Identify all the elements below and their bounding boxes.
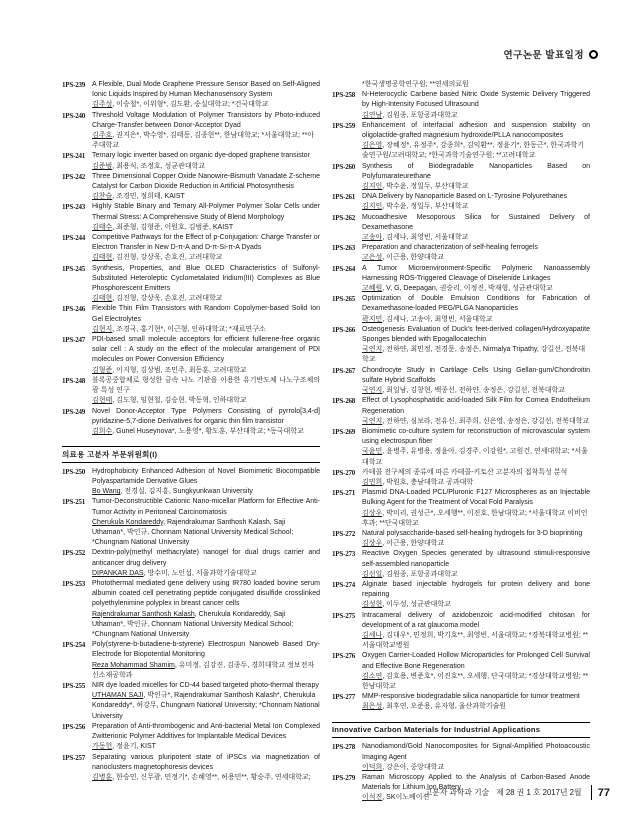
entry-body — [362, 325, 590, 366]
abstract-entry — [62, 202, 320, 233]
entry-id: 1PS-259 — [332, 121, 356, 130]
entry-authors — [92, 131, 320, 151]
entry-title: Plasmid DNA-Loaded PCL/Pluronic F127 Microspheres as an Injectable Bulking Agent for the Treatment of Vocal Fold Paralysis — [362, 489, 590, 507]
coauthors-affiliations: , 유미정, 김강진, 김종두, 경희대학교 정보전자신소재공학과 — [92, 661, 315, 679]
coauthors-affiliations: , 이두성, 성균관대학교 — [382, 601, 451, 609]
entry-authors — [92, 487, 320, 497]
entry-title: Ternary logic inverter based on organic dye-doped graphene transistor — [92, 152, 310, 160]
entry-id: 1PS-267 — [332, 366, 356, 375]
entry-title: Preparation and characterization of self-healing ferrogels — [362, 244, 538, 252]
abstract-entry — [332, 692, 590, 712]
entry-title: Reactive Oxygen Species generated by ultrasound stimuli-responsive self-assembled nanoparticle — [362, 550, 590, 568]
entry-body — [92, 640, 320, 681]
presenting-author: 국연지 — [362, 387, 383, 395]
entry-authors — [362, 253, 590, 263]
abstract-entry — [62, 376, 320, 407]
entry-id: 1PS-258 — [332, 91, 356, 100]
entry-body — [362, 90, 590, 121]
coauthors-affiliations: , 최후연, 오준용, 유자형, 울산과학기술원 — [382, 703, 507, 711]
entry-body — [362, 192, 590, 212]
entry-id: 1PS-249 — [62, 407, 86, 416]
abstract-entry — [62, 579, 320, 640]
entry-body — [92, 467, 320, 498]
entry-title: Competitive Pathways for the Effect of p-Conjugation: Charge Transfer or Electron Transfer in New D-π-A and D-π-Si-π-A Dyads — [92, 234, 320, 252]
coauthors-affiliations: , 박미리, 권성근*, 오세행**, 이진호, 한남대학교; *서울대학교 이비인후과; **단국대학교 — [362, 509, 588, 527]
abstract-entry — [62, 722, 320, 753]
entry-id: 1PS-256 — [62, 722, 86, 731]
coauthors-affiliations: , Gunel Huseynova*, 노용영*, 황도훈, 부산대학교; *동국대학교 — [112, 427, 304, 435]
coauthors-affiliations: , 박인규*, Rajendrakumar Santhosh Kalash*, Cherukula Kondareddy*, 허강무, Chungnam National University; *Chonnam National University — [92, 692, 320, 720]
entry-id: 1PS-274 — [332, 580, 356, 589]
entry-authors — [92, 773, 320, 783]
entry-authors — [362, 386, 590, 396]
entry-title: Optimization of Double Emulsion Conditions for Fabrication of Dexamethasone-loaded PEG/PLGA Nanoparticles — [362, 295, 590, 313]
entry-id: 1PS-268 — [332, 397, 356, 406]
abstract-entry — [332, 264, 590, 295]
abstract-entry — [62, 407, 320, 438]
coauthors-affiliations: , 박수윤, 정일두, 부산대학교 — [382, 203, 469, 211]
entry-title: Osteogenesis Evaluation of Duck's feet-derived collagen/Hydroxyapatite Sponges blended with Epogallocatechin — [362, 325, 590, 344]
presenting-author: 김연남 — [362, 111, 383, 119]
entry-body — [362, 396, 590, 427]
header-title: 연구논문 발표일정 — [503, 50, 584, 61]
presenting-author: 김준범 — [92, 162, 113, 170]
entry-title: Natural polysaccharide-based self-healing hydrogels for 3-D bioprinting — [362, 529, 583, 537]
coauthors-affiliations: , V, G, Deepagan, 권승리, 이정진, 박재형, 성균관대학교 — [382, 285, 553, 293]
coauthors-affiliations: , 장혜정*, 유정주*, 강종희*, 김익환**, 정윤기*, 한동근*, 한국과학기술연구원/고려대학교; *한국과학기술연구원; **고려대학교 — [362, 142, 585, 160]
entry-title: Three Dimensional Copper Oxide Nanowire-Bismuth Vanadate Z-scheme Catalyst for Carbon Dioxide Reduction in Artificial Photosynthesis — [92, 172, 320, 191]
entry-body — [362, 742, 590, 773]
entry-body — [92, 264, 320, 305]
entry-authors — [92, 610, 320, 641]
presenting-author: 국연지 — [362, 417, 383, 425]
entry-authors — [362, 233, 590, 243]
entry-authors — [362, 509, 590, 529]
presenting-author: 김형준 — [92, 366, 113, 374]
entry-id: 1PS-241 — [62, 152, 86, 161]
coauthors-affiliations: , 김대우*, 민정희, 박기호**, 최영빈, 서울대학교; *경북대학교병원; **서울대학교병원 — [362, 631, 589, 650]
coauthors-affiliations: , SK이노베이션 — [382, 794, 430, 802]
abstract-entry — [332, 580, 590, 611]
entry-body — [362, 611, 590, 652]
presenting-author: DIPANKAR DAS — [92, 569, 144, 577]
entry-body — [362, 692, 590, 712]
entry-id: 1PS-254 — [62, 641, 86, 650]
entry-body — [362, 427, 590, 468]
coauthors-affiliations: , 김원종, 포항공과대학교 — [382, 570, 458, 578]
abstract-entry — [62, 497, 320, 548]
presenting-author: 김성현 — [362, 601, 383, 609]
abstract-entry — [62, 80, 320, 111]
entry-id: 1PS-242 — [62, 172, 86, 181]
entry-id: 1PS-244 — [62, 234, 86, 243]
abstract-entry — [62, 264, 320, 305]
entry-authors — [362, 447, 590, 467]
presenting-author: 가동헌 — [92, 743, 113, 751]
entry-title: Synthesis, Properties, and Blue OLED Characteristics of Sulfonyl-Substituted Heteroleptic Cyclometalated Iridium(III) Complexes as Blue Phosphorescent Emitters — [92, 264, 320, 293]
abstract-entry — [62, 640, 320, 681]
coauthors-affiliations: , 김원종, 포항공과대학교 — [382, 111, 458, 119]
entry-title: Hydrophobicity Enhanced Adhesion of Novel Biomimetic Biocompatible Polyaspartamide Derivative Glues — [92, 467, 320, 486]
entry-id: 1PS-247 — [62, 336, 86, 345]
abstract-entry — [332, 366, 590, 397]
entry-title: Raman Microscopy Applied to the Analysis of Carbon-Based Anode Materials for Lithium Ion Battery — [362, 773, 590, 792]
presenting-author: 김상우 — [362, 509, 383, 517]
entry-title: Flexible Thin Film Transistors with Random Copolymer-based Solid Ion Gel Electrolytes — [92, 305, 320, 323]
entry-authors — [362, 315, 590, 325]
abstract-entry — [332, 325, 590, 366]
presenting-author: 김현태 — [92, 397, 113, 405]
entry-title: Effect of Lysophosphatidic acid-loaded Silk Film for Cornea Endothelium Regeneration — [362, 397, 590, 415]
entry-authors — [92, 569, 320, 579]
abstract-entry — [332, 529, 590, 549]
entry-id: 1PS-269 — [332, 427, 356, 436]
entry-body — [362, 651, 590, 692]
abstract-entry — [332, 121, 590, 162]
abstract-entry — [62, 681, 320, 722]
entry-body — [92, 111, 320, 152]
entry-title: Enhancement of interfacial adhesion and suspension stability on oligolactide-grafted magnesium hydroxide/PLLA nanocomposites — [362, 121, 590, 140]
abstract-entry — [332, 213, 590, 244]
coauthors-affiliations: , 강은아, 중앙대학교 — [382, 763, 445, 771]
presenting-author: 김현지 — [92, 325, 113, 333]
entry-body — [92, 151, 320, 171]
entry-id: 1PS-270 — [332, 468, 356, 477]
coauthors-affiliations: , Cherukula Kondareddy, Saji Uthaman*, 박인규, Chonnam National University Medical School; *Chungnam National University — [92, 610, 294, 639]
entry-body — [362, 243, 590, 263]
entry-id: 1PS-279 — [332, 773, 356, 782]
entry-title: NIR dye loaded micelles for CD-44 based targeted photo-thermal therapy — [92, 682, 319, 690]
abstract-entry — [332, 468, 590, 488]
coauthors-affiliations: , 이근용, 한양대학교 — [382, 254, 445, 262]
entry-title: Highly Stable Binary and Ternary All-Polymer Polymer Solar Cells under Thermal Stress: A Comprehensive Study of Blend Morphology — [92, 203, 320, 221]
abstract-columns — [62, 80, 590, 804]
section-heading: 의료용 고분자 부문위원회(I) — [62, 446, 320, 463]
coauthors-affiliations: , 이근용, 한양대학교 — [382, 540, 445, 548]
entry-id: 1PS-239 — [62, 81, 86, 89]
entry-id: 1PS-273 — [332, 550, 356, 559]
entry-title: Photothermal mediated gene delivery using IR780 loaded bovine serum albumin coated cell penetrating peptide conjugated disulfide crosslinked polyethylenimine polyplex in breast cancer cells — [92, 580, 320, 608]
entry-title: 카테콜 전구체의 종류에 따른 카테콜-키토산 고분자의 접착특성 분석 — [362, 468, 568, 476]
ring-bullet-icon — [589, 50, 598, 59]
entry-title: Preparation of Anti-thrombogenic and Anti-bacterial Metal Ion Complexed Zwitterionic Polymer Additives for Implantable Medical Devices — [92, 722, 320, 741]
coauthors-affiliations: , 윤병주, 유병용, 정윤아, 김경주, 이강원*, 고원건, 연세대학교; *서울대학교 — [362, 448, 588, 466]
entry-id: 1PS-246 — [62, 305, 86, 314]
entry-authors — [92, 661, 320, 681]
coauthors-affiliations: , 김진형, 강상욱, 손호진, 고려대학교 — [112, 254, 223, 262]
entry-title: Separating various pluripotent state of iPSCs via magnetization of nanoclusters magnetophoresis devices — [92, 753, 320, 771]
footer-divider — [591, 785, 592, 800]
entry-authors — [362, 631, 590, 651]
coauthors-affiliations: , 김세나, 최영빈, 서울대학교 — [382, 234, 469, 242]
abstract-entry — [62, 548, 320, 579]
entry-authors — [362, 570, 590, 580]
entry-authors — [362, 202, 590, 212]
abstract-entry — [332, 192, 590, 212]
footer-journal-title: 고분자 과학과 기술 — [424, 788, 490, 797]
entry-authors — [362, 702, 590, 712]
entry-id: 1PS-240 — [62, 111, 86, 120]
coauthors-affiliations: , 박수윤, 정일두, 부산대학교 — [382, 183, 469, 191]
abstract-entry — [62, 304, 320, 335]
entry-authors — [362, 111, 590, 121]
presenting-author: 국연지 — [362, 346, 383, 354]
entry-body — [362, 213, 590, 244]
entry-authors — [92, 192, 320, 202]
entry-body — [92, 335, 320, 376]
entry-body — [92, 407, 320, 438]
presenting-author: 곽지민 — [362, 315, 383, 323]
page-footer — [425, 785, 610, 800]
coauthors-affiliations: , 최일남, 김창현, 백종선, 전하얀, 송정은, 강길선, 전북대학교 — [382, 387, 566, 395]
abstract-entry — [332, 488, 590, 529]
entry-title: Chondrocyte Study in Cartilage Cells Using Gellan-gum/Chondroitin sulfate Hybrid Scaffolds — [362, 366, 590, 384]
entry-body — [92, 548, 320, 579]
abstract-entry — [332, 396, 590, 427]
abstract-entry — [62, 111, 320, 152]
coauthors-affiliations: , 김도형, 임현철, 김승현, 박동혁, 인하대학교 — [112, 397, 247, 405]
abstract-entry — [62, 172, 320, 203]
left-column — [62, 80, 320, 804]
coauthors-affiliations: , 전하얀, 심보라, 전유신, 최주희, 신은영, 송정은, 강길선, 전북대학교 — [382, 417, 590, 425]
entry-id: 1PS-252 — [62, 549, 86, 558]
coauthors-affiliations: , 김진형, 강상욱, 손호진, 고려대학교 — [112, 295, 223, 303]
entry-authors — [92, 253, 320, 263]
entry-body — [92, 753, 320, 784]
abstract-entry — [62, 335, 320, 376]
entry-body — [92, 376, 320, 407]
coauthors-affiliations: , 한승민, 신무광, 민정기*, 손혜영**, 허용민**, 황승주, 연세대학교; — [112, 773, 311, 781]
presenting-author: 이덕희 — [362, 763, 383, 771]
presenting-author: 김소연 — [362, 672, 383, 680]
entry-id: 1PS-248 — [62, 376, 86, 385]
coauthors-affiliations: , 이지형, 김상범, 조민주, 최동훈, 고려대학교 — [112, 366, 247, 374]
presenting-author: 고은성 — [362, 254, 383, 262]
entry-id: 1PS-263 — [332, 244, 356, 253]
coauthors-affiliations: , Rajendrakumar Santhosh Kalash, Saji Uthaman*, 박인규, Chonnam National University Medical School; *Chungnam National University — [92, 518, 294, 547]
presenting-author: 김주호 — [92, 132, 113, 140]
entry-body — [92, 681, 320, 722]
abstract-entry — [332, 651, 590, 692]
entry-authors — [362, 672, 590, 692]
entry-id: 1PS-255 — [62, 682, 86, 691]
presenting-author: 김지인 — [362, 183, 383, 191]
entry-authors — [92, 100, 320, 110]
abstract-entry — [332, 427, 590, 468]
presenting-author: Rajendrakumar Santhosh Kalash — [92, 610, 195, 618]
entry-authors — [92, 396, 320, 406]
coauthors-affiliations: , 전하얀, 최민정, 전경문, 송정은, Nirmalya Tripathy, 강길선, 전북대학교 — [362, 346, 586, 364]
entry-title: Intracameral delivery of azidobenzoic acid-modified chitosan for development of a rat glaucoma model — [362, 611, 590, 629]
entry-body — [362, 294, 590, 325]
presenting-author: 국윤민 — [362, 448, 383, 456]
entry-id: 1PS-250 — [62, 467, 86, 476]
affiliation-continuation: *한국생명공학연구원; **연세의료원 — [362, 81, 469, 88]
right-column — [332, 80, 590, 804]
entry-id: 1PS-257 — [62, 753, 86, 762]
entry-body — [362, 121, 590, 162]
entry-id: 1PS-253 — [62, 580, 86, 589]
entry-authors — [92, 518, 320, 549]
presenting-author: Cherukula Kondareddy — [92, 518, 164, 526]
presenting-author: 김민희 — [362, 478, 383, 486]
entry-body — [362, 549, 590, 580]
entry-title: N-Heterocyclic Carbene based Nitric Oxide Systemic Delivery Triggered by High-Intensity Focused Ultrasound — [362, 91, 590, 109]
section-heading: Innovative Carbon Materials for Industrial Applications — [332, 722, 590, 739]
entry-authors — [92, 325, 320, 335]
abstract-entry — [332, 243, 590, 263]
entry-authors — [92, 691, 320, 722]
presenting-author: UTHAMAN SAJI — [92, 692, 144, 700]
entry-body — [362, 468, 590, 488]
presenting-author: 김상우 — [362, 540, 383, 548]
presenting-author: 김태현 — [92, 295, 113, 303]
entry-authors — [92, 427, 320, 437]
coauthors-affiliations: , 정윤기, KIST — [112, 743, 156, 751]
entry-body — [362, 366, 590, 397]
entry-title: Poly(styrene-b-butadiene-b-styrene) Electrospun Nanoweb Based Dry-Electrode for Biopotential Monitoring — [92, 641, 320, 659]
entry-body — [362, 488, 590, 529]
entry-body — [92, 304, 320, 335]
entry-authors — [92, 366, 320, 376]
presenting-author: 김희수 — [92, 427, 113, 435]
presenting-author: 김세나 — [362, 631, 383, 639]
entry-id: 1PS-277 — [332, 693, 356, 702]
entry-title: Mucoadhesive Mesoporous Silica for Sustained Delivery of Dexamethasone — [362, 213, 590, 231]
presenting-author: 김태현 — [92, 254, 113, 262]
entry-id: 1PS-243 — [62, 203, 86, 212]
entry-body — [92, 722, 320, 753]
abstract-entry — [332, 162, 590, 193]
entry-id: 1PS-272 — [332, 529, 356, 538]
coauthors-affiliations: , 조경국, 홍기현*, 이근형, 인하대학교; *재료연구소 — [112, 325, 266, 333]
presenting-author: 김찬슬 — [92, 193, 113, 201]
abstract-entry — [332, 611, 590, 652]
abstract-entry — [62, 151, 320, 171]
entry-id: 1PS-264 — [332, 264, 356, 273]
coauthors-affiliations: , 김호용, 변준호*, 이진호**, 오세행, 단국대학교; *경상대학교병원; **한남대학교 — [362, 672, 589, 690]
entry-body — [92, 80, 320, 111]
presenting-author: 김선일 — [362, 570, 383, 578]
entry-id: 1PS-266 — [332, 325, 356, 334]
entry-title: Tumor-Deconstructible Cationic Nano-micellar Platform for Effective Anti-Tumor Activity in Peritoneal Carcinomatosis — [92, 498, 320, 516]
presenting-author: 고혜원 — [362, 285, 383, 293]
entry-authors — [92, 742, 320, 752]
entry-body — [92, 579, 320, 640]
page-number: 77 — [597, 786, 610, 799]
entry-authors — [92, 223, 320, 233]
entry-authors — [362, 417, 590, 427]
presenting-author: 이석진 — [362, 794, 383, 802]
abstract-entry — [332, 742, 590, 773]
entry-title: Biomimetic co-culture system for reconstruction of microvascular system using electrospun fiber — [362, 427, 590, 446]
entry-authors — [362, 141, 590, 161]
entry-body — [362, 162, 590, 193]
entry-id: 1PS-260 — [332, 162, 356, 171]
entry-title: MMP-responsive biodegradable silica nanoparticle for tumor treatment — [362, 693, 580, 701]
entry-authors — [362, 600, 590, 610]
coauthors-affiliations: , 전경실, 김지흥, Sungkyunkwan University — [120, 488, 253, 496]
entry-title: 블록공중합체로 형성한 금속 나노 기판을 이용한 유기반도체 나노구조체의 광 특성 연구 — [92, 376, 320, 395]
entry-title: Oxygen Carrier-Loaded Hollow Microparticles for Prolonged Cell Survival and Effective Bone Regeneration — [362, 652, 590, 670]
abstract-entry — [332, 549, 590, 580]
coauthors-affiliations: , 최준형, 김형준, 이원호, 김범준, KAIST — [112, 223, 234, 231]
abstract-entry — [62, 467, 320, 498]
entry-body — [362, 264, 590, 295]
coauthors-affiliations: , 이승철*, 이위형*, 김도환, 숭실대학교; *건국대학교 — [112, 101, 269, 109]
entry-body — [92, 202, 320, 233]
entry-authors — [362, 284, 590, 294]
presenting-author: 고송아 — [362, 234, 383, 242]
presenting-author: Bo Wang — [92, 488, 121, 496]
entry-title: Nanodiamond/Gold Nanocomposites for Signal-Amplified Photoacoustic Imaging Agent — [362, 743, 590, 761]
abstract-entry — [332, 294, 590, 325]
entry-title: DNA Delivery by Nanoparticle Based on L-Tyrosine Polyurethanes — [362, 193, 568, 201]
presenting-author: Reza Mohammad Shamim — [92, 661, 175, 669]
entry-title: Threshold Voltage Modulation of Polymer Transistors by Photo-induced Charge-Transfer between Donor-Acceptor Dyad — [92, 111, 320, 129]
entry-body — [362, 529, 590, 549]
entry-id: 1PS-276 — [332, 652, 356, 661]
entry-authors — [362, 182, 590, 192]
entry-authors — [362, 345, 590, 365]
entry-title: Dextrin-poly(methyl methacrylate) nanogel for dual drugs carrier and anticancer drug delivery — [92, 549, 320, 567]
page-header — [503, 47, 598, 61]
entry-id: 1PS-265 — [332, 295, 356, 304]
entry-body — [362, 580, 590, 611]
entry-title: Novel Donor-Acceptor Type Polymers Consisting of pyrrolo[3,4-d] pyridazine-5,7-dione Derivatives for organic thin film transistor — [92, 407, 320, 425]
entry-id: 1PS-278 — [332, 743, 356, 752]
coauthors-affiliations: , 권지은*, 박수영*, 김태동, 김종현**, 한남대학교; *서울대학교; **아주대학교 — [92, 132, 315, 150]
entry-authors — [92, 294, 320, 304]
coauthors-affiliations: , 방수미, 노인섭, 서울과학기술대학교 — [143, 569, 257, 577]
footer-issue-info: 제 28 권 1 호 2017년 2월 — [496, 788, 582, 797]
presenting-author: 김지인 — [362, 203, 383, 211]
abstract-entry — [62, 233, 320, 264]
presenting-author: 김태수 — [92, 223, 113, 231]
abstract-entry — [332, 90, 590, 121]
entry-id: 1PS-251 — [62, 498, 86, 507]
entry-body — [92, 233, 320, 264]
entry-title: Synthesis of Biodegradable Nanoparticles Based on Polyfumarateurethane — [362, 162, 590, 180]
entry-id: 1PS-262 — [332, 213, 356, 222]
coauthors-affiliations: , 조경민, 정희태, KAIST — [112, 193, 185, 201]
entry-body — [92, 497, 320, 548]
entry-id: 1PS-271 — [332, 489, 356, 498]
entry-title: PDI-based small molecule acceptors for efficient fullerene-free organic solar cell : A study on the effect of the molecular arrangement of PDI molecules on Power Conversion Efficiency — [92, 336, 320, 364]
presenting-author: 김은영 — [362, 142, 383, 150]
coauthors-affiliations: , 김세나, 고송아, 최영빈, 서울대학교 — [382, 315, 493, 323]
entry-authors — [362, 478, 590, 488]
presenting-author: 김병훈 — [92, 773, 113, 781]
entry-id: 1PS-261 — [332, 193, 356, 202]
abstract-entry — [62, 753, 320, 784]
entry-authors — [362, 539, 590, 549]
entry-id: 1PS-245 — [62, 264, 86, 273]
entry-title: A Tumor Microenvironment-Specific Polymeric Nanoassembly Harnessing ROS-Triggered Cleavage of Diselenide Linkages — [362, 264, 590, 282]
entry-authors — [362, 763, 590, 773]
presenting-author: 최은성 — [362, 703, 383, 711]
coauthors-affiliations: , 최용식, 조정호, 성균관대학교 — [112, 162, 206, 170]
presenting-author: 김주성 — [92, 101, 113, 109]
coauthors-affiliations: , 박원호, 충남대학교 공과대학 — [382, 478, 474, 486]
entry-body — [92, 172, 320, 203]
entry-authors — [92, 162, 320, 172]
entry-id: 1PS-275 — [332, 611, 356, 620]
entry-title: A Flexible, Dual Mode Graphene Pressure Sensor Based on Self-Aligned Ionic Liquids Inspired by Human Mechanosensory System — [92, 81, 320, 99]
entry-title: Alginate based injectable hydrogels for protein delivery and bone repairing — [362, 580, 590, 599]
